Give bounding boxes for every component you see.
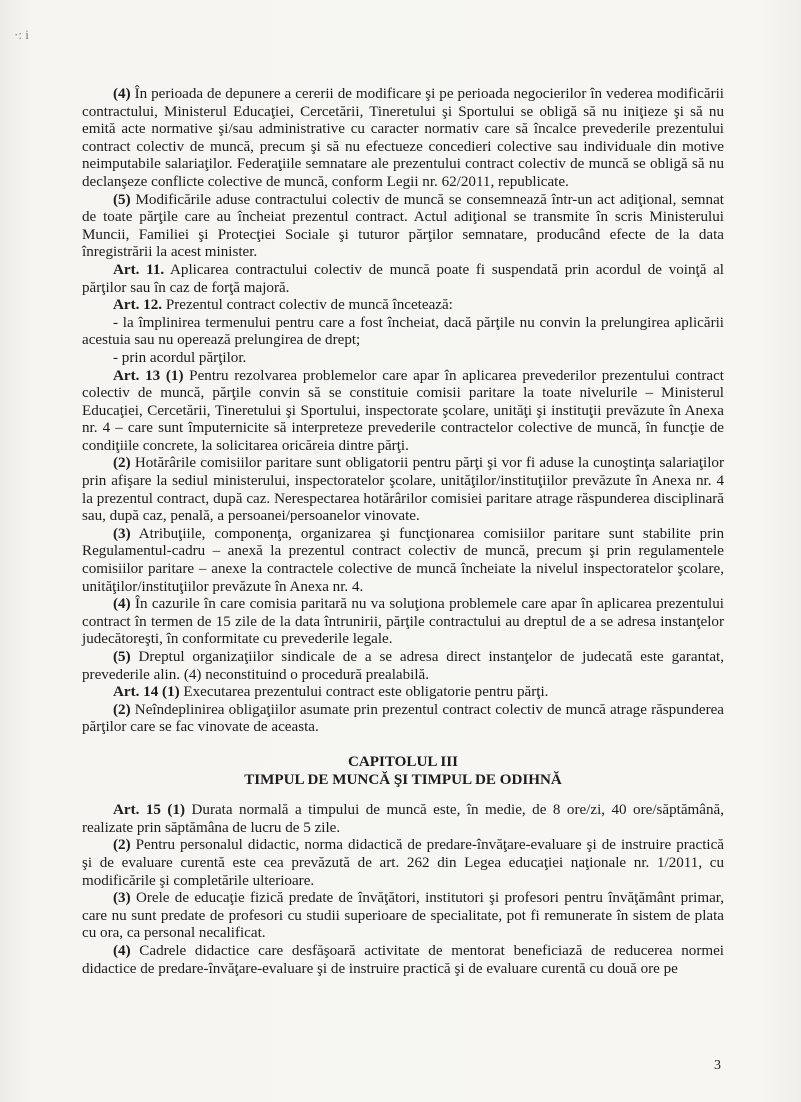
margin-marks: ·: i: [14, 27, 29, 42]
chapter-title: TIMPUL DE MUNCĂ ŞI TIMPUL DE ODIHNĂ: [244, 771, 562, 788]
paragraph-text: Pentru personalul didactic, norma didactică de predare-învăţare-evaluare şi de instruire practică şi de evaluare curentă este cea prevăzută de art. 262 din Legea educaţiei naţionale nr. 1/2011, cu modificările şi completările ulterioare.: [82, 837, 724, 889]
paragraph-art15-3: [82, 890, 724, 943]
paragraph-label: Art. 12.: [113, 297, 163, 314]
paragraph-label: (4): [113, 86, 131, 102]
paragraph-text: Pentru rezolvarea problemelor care apar în aplicarea prevederilor prezentului contract colectiv de muncă, părţile convin să se constituie comisii paritare la toate nivelurile – Ministerul Educaţiei, Cercetării, Tineretului şi Sportului, inspectorate şcolare, unităţi şi instituţii prevăzute în Anexa nr. 4 – care sunt împuternicite să interpreteze prevederile contractelor colective de muncă, în funcţie de condiţiile concrete, la solicitarea oricăreia dintre părţi.: [82, 367, 724, 454]
paragraph-art13-4: [82, 596, 724, 649]
paragraph-text: Neîndeplinirea obligaţiilor asumate prin prezentul contract colectiv de muncă atrage răspunderea părţilor care se fac vinovate de aceasta.: [82, 701, 724, 736]
paragraph-text: Dreptul organizaţiilor sindicale de a se adresa direct instanţelor de judecată este garantat, prevederile alin. (4) neconstituind o procedură prealabilă.: [82, 649, 724, 683]
paragraph-art10-4: [82, 86, 724, 192]
paragraph-text: Hotărârile comisiilor paritare sunt obligatorii pentru părţi şi vor fi aduse la cunoştinţa salariaţilor prin afişare la sediul ministerului, inspectoratelor şcolare, unităţilor/instituţiilor prevăzute în Anexa nr. 4 la prezentul contract, după caz. Nerespectarea hotărârilor comisiei paritare atrage răspunderea disciplinară sau, după caz, penală, a persoanei/persoanelor vinovate.: [82, 455, 724, 525]
paragraph-label: Art. 11.: [113, 261, 165, 278]
list-item-art12-term: - la împlinirea termenului pentru care a fost încheiat, dacă părţile nu convin la prelungirea aplicării acestuia sau nu operează prelungirea de drept;: [82, 314, 724, 349]
paragraph-text: Prezentul contract colectiv de muncă încetează:: [162, 297, 453, 314]
paragraph-text: Durata normală a timpului de muncă este, în medie, de 8 ore/zi, 40 ore/săptămână, realizate prin săptămâna de lucru de 5 zile.: [82, 802, 724, 836]
document-body: [82, 86, 724, 978]
paragraph-label: (3): [113, 525, 131, 542]
paragraph-text: Atribuţiile, componenţa, organizarea şi funcţionarea comisiilor paritare sunt stabilite prin Regulamentul-cadru – anexă la prezentul contract colectiv de muncă, precum şi prin regulamentele comisiilor paritare – anexe la contractele colective de muncă încheiate la nivelul inspectoratelor şcolare, unităţilor/instituţiilor prevăzute în Anexa nr. 4.: [82, 525, 724, 595]
paragraph-label: (2): [113, 837, 131, 854]
paragraph-art12: [82, 297, 724, 315]
chapter-number: CAPITOLUL III: [347, 753, 459, 770]
paragraph-art13-2: [82, 455, 724, 525]
paragraph-art15-4: [82, 943, 724, 978]
paragraph-text: În perioada de depunere a cererii de modificare şi pe perioada negocierilor în vederea modificării contractului, Ministerul Educaţiei, Cercetării, Tineretului şi Sportului se obligă să nu iniţieze şi să nu emită acte normative şi/sau administrative cu caracter normativ care să încalce prevederile prezentului contract colectiv de muncă, precum şi să nu efectueze concedieri colective sau individuale din motive neimputabile salariaţilor. Federaţiile semnatare ale prezentului contract colectiv de muncă se obligă să nu declanşeze conflicte colective de muncă, conform Legii nr. 62/2011, republicate.: [82, 86, 724, 190]
paragraph-text: Modificările aduse contractului colectiv de muncă se consemnează într-un act adiţional, semnat de toate părţile care au încheiat prezentul contract. Actul adiţional se transmite în scris Ministerului Muncii, Familiei şi Protecţiei Sociale şi tuturor părţilor semnatare, producând efecte de la data înregistrării la acest minister.: [82, 191, 724, 261]
paragraph-label: (3): [113, 890, 131, 907]
paragraph-label: (5): [113, 649, 131, 665]
paragraph-art13-5: [82, 649, 724, 684]
paragraph-label: Art. 15 (1): [113, 802, 186, 819]
list-item-art12-agreement: - prin acordul părţilor.: [113, 349, 247, 366]
paragraph-label: (2): [113, 701, 131, 718]
paragraph-label: (5): [113, 191, 131, 208]
paragraph-art15-2: [82, 837, 724, 890]
paragraph-art13-1: [82, 368, 724, 456]
page-number: 3: [714, 1058, 721, 1073]
paragraph-text: În cazurile în care comisia paritară nu va soluţiona problemele care apar în aplicarea prezentului contract în termen de 15 zile de la data întrunirii, părţile contractului au dreptul de a se adresa instanţelor judecătoreşti, în conformitate cu prevederile legale.: [82, 596, 724, 648]
spacer: [82, 789, 724, 802]
paragraph-label: (4): [113, 942, 131, 959]
paragraph-text: Executarea prezentului contract este obligatorie pentru părţi.: [179, 684, 549, 701]
paragraph-art15-1: [82, 802, 724, 837]
paragraph-art14-1: [82, 684, 724, 702]
paragraph-label: (2): [113, 455, 131, 472]
paragraph-text: Orele de educaţie fizică predate de învăţători, institutori şi profesori pentru învăţământ primar, care nu sunt predate de profesori cu studii superioare de specialitate, pot fi remunerate în sistem de plata cu ora, ca personal necalificat.: [82, 890, 724, 942]
paragraph-text: Aplicarea contractului colectiv de muncă poate fi suspendată prin acordul de voinţă al părţilor sau în caz de forţă majoră.: [82, 261, 724, 296]
paragraph-label: Art. 14 (1): [113, 684, 180, 701]
paragraph-label: Art. 13 (1): [113, 367, 184, 384]
spacer: [82, 737, 724, 754]
paragraph-art13-3: [82, 526, 724, 596]
paragraph-text: Cadrele didactice care desfăşoară activitate de mentorat beneficiază de reducerea normei didactice de predare-învăţare-evaluare şi de instruire practică şi de evaluare curentă cu două ore pe: [82, 942, 724, 977]
paragraph-art11: [82, 262, 724, 297]
paragraph-art10-5: [82, 192, 724, 262]
paragraph-art14-2: [82, 702, 724, 737]
paragraph-label: (4): [113, 596, 131, 613]
